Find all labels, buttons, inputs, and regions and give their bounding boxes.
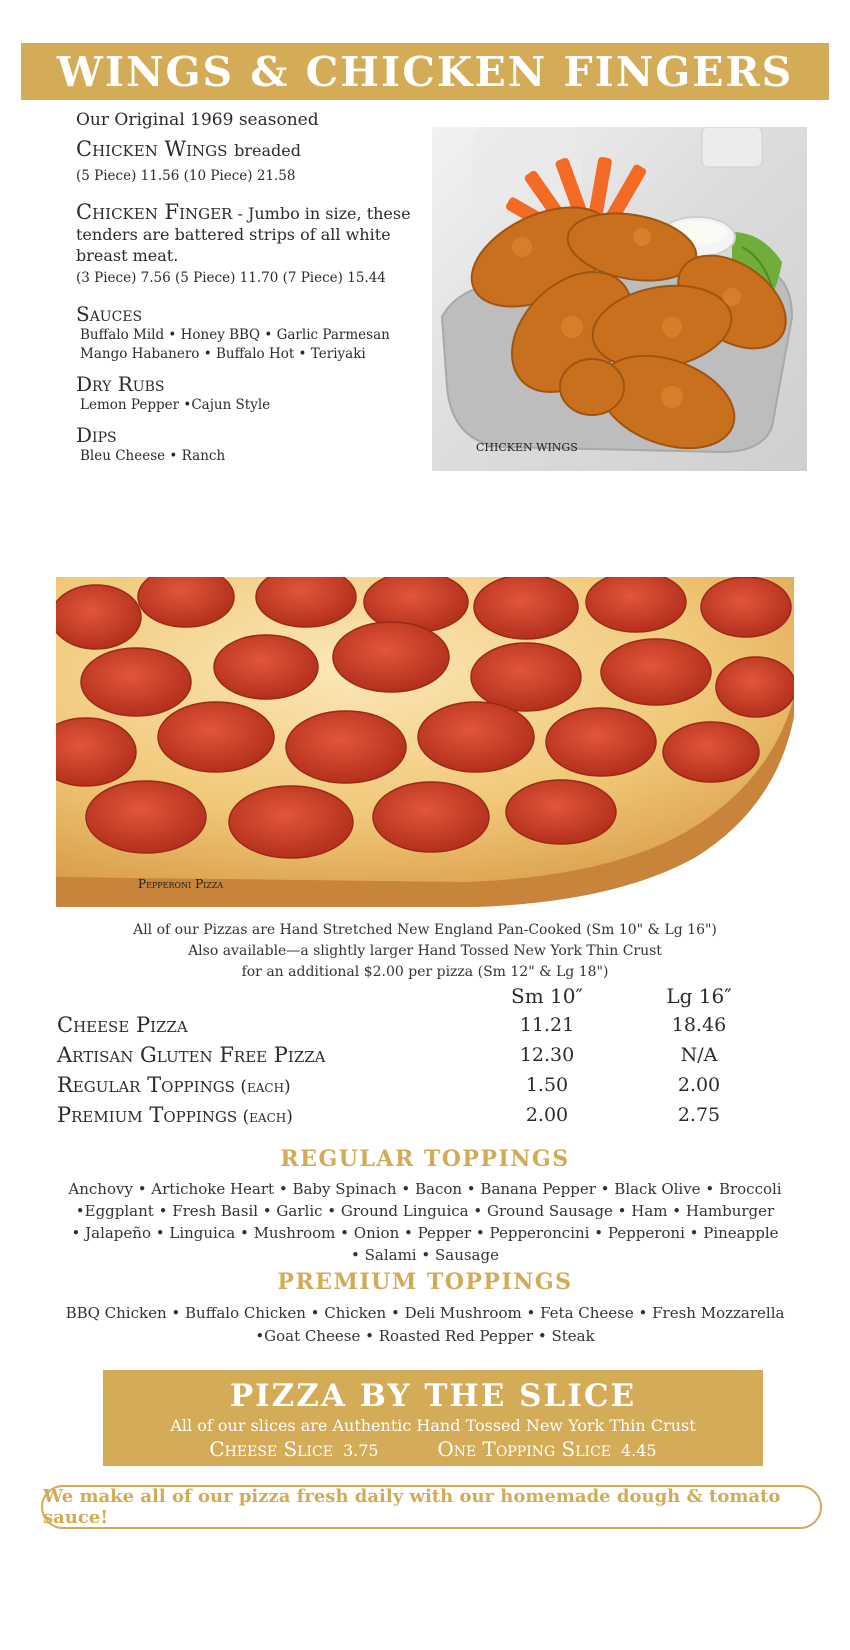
topping-slice-label: One Topping Slice — [437, 1437, 611, 1461]
row-small-price: 12.30 — [519, 1044, 575, 1066]
sauces-label: Sauces — [76, 302, 143, 326]
header-large: Lg 16″ — [666, 984, 732, 1008]
regular-toppings-line-1: Anchovy • Artichoke Heart • Baby Spinach • Bacon • Banana Pepper • Black Olive • Broccoli — [68, 1180, 782, 1198]
slice-subtitle: All of our slices are Authentic Hand Tossed New York Thin Crust — [170, 1416, 696, 1435]
chicken-wings-photo — [432, 127, 807, 471]
row-name: Cheese Pizza — [57, 1013, 188, 1037]
premium-toppings-title: PREMIUM TOPPINGS — [277, 1269, 573, 1295]
pizza-info-line-3: for an additional $2.00 per pizza (Sm 12" & Lg 18") — [241, 964, 609, 980]
dips-label: Dips — [76, 423, 117, 447]
slice-prices — [103, 1437, 763, 1461]
row-large-price: 2.75 — [677, 1104, 721, 1126]
header-small: Sm 10″ — [511, 984, 583, 1008]
table-row — [57, 1103, 757, 1133]
pizza-info-line-2: Also available—a slightly larger Hand Tossed New York Thin Crust — [188, 943, 662, 959]
chicken-wings-name: Chicken Wings — [76, 137, 228, 161]
row-small-price: 1.50 — [525, 1074, 569, 1096]
price-table-header — [57, 983, 757, 1013]
chicken-finger-desc: - Jumbo in size, these tenders are battered strips of all white breast meat. — [76, 204, 411, 265]
row-name: Artisan Gluten Free Pizza — [57, 1043, 326, 1067]
chicken-wings-suffix: breaded — [234, 141, 301, 160]
row-small-price: 2.00 — [525, 1104, 569, 1126]
sauces-line-1: Buffalo Mild • Honey BBQ • Garlic Parmesan — [80, 327, 390, 343]
sauces-line-2: Mango Habanero • Buffalo Hot • Teriyaki — [80, 346, 366, 362]
row-large-price: 18.46 — [671, 1014, 727, 1036]
premium-toppings-line-2: •Goat Cheese • Roasted Red Pepper • Steak — [255, 1327, 595, 1345]
chicken-wings-caption: CHICKEN WINGS — [476, 441, 578, 454]
fresh-daily-note — [41, 1485, 822, 1529]
table-row — [57, 1043, 757, 1073]
row-name: Premium Toppings (each) — [57, 1103, 293, 1127]
topping-slice-price: 4.45 — [620, 1441, 657, 1460]
chicken-finger-block — [76, 202, 421, 266]
premium-toppings-line-1: BBQ Chicken • Buffalo Chicken • Chicken • Deli Mushroom • Feta Cheese • Fresh Mozzarella — [65, 1304, 785, 1322]
row-large-price: 2.00 — [677, 1074, 721, 1096]
fresh-daily-text: We make all of our pizza fresh daily with our homemade dough & tomato sauce! — [43, 1486, 781, 1528]
row-name: Regular Toppings (each) — [57, 1073, 291, 1097]
dry-rubs-label: Dry Rubs — [76, 372, 165, 396]
pepperoni-pizza-caption: Pepperoni Pizza — [138, 877, 224, 891]
chicken-finger-prices: (3 Piece) 7.56 (5 Piece) 11.70 (7 Piece) 15.44 — [76, 270, 386, 286]
chicken-wings-prices: (5 Piece) 11.56 (10 Piece) 21.58 — [76, 168, 296, 184]
regular-toppings-line-4: • Salami • Sausage — [351, 1246, 499, 1264]
pepperoni-pizza-photo — [56, 577, 794, 907]
table-row — [57, 1073, 757, 1103]
chicken-finger-name: Chicken Finger — [76, 200, 233, 224]
chicken-wings-illustration — [432, 127, 807, 471]
table-row — [57, 1013, 757, 1043]
row-large-price: N/A — [680, 1044, 718, 1066]
regular-toppings-line-2: •Eggplant • Fresh Basil • Garlic • Ground Linguica • Ground Sausage • Ham • Hamburger — [75, 1202, 775, 1220]
row-small-price: 11.21 — [519, 1014, 575, 1036]
cheese-slice-price: 3.75 — [342, 1441, 379, 1460]
dry-rubs-line-1: Lemon Pepper •Cajun Style — [80, 397, 271, 413]
pizza-info-line-1: All of our Pizzas are Hand Stretched New England Pan-Cooked (Sm 10" & Lg 16") — [133, 922, 717, 938]
pizza-price-table — [57, 983, 757, 1133]
slice-title: PIZZA BY THE SLICE — [229, 1378, 637, 1414]
wings-menu — [76, 110, 421, 466]
regular-toppings-title: REGULAR TOPPINGS — [280, 1146, 570, 1172]
pizza-by-the-slice-box — [103, 1370, 763, 1466]
chicken-wings-title — [76, 136, 421, 164]
cheese-slice-label: Cheese Slice — [209, 1437, 333, 1461]
pepperoni-pizza-illustration — [56, 577, 794, 907]
regular-toppings-line-3: • Jalapeño • Linguica • Mushroom • Onion • Pepper • Pepperoncini • Pepperoni • Pineapple — [71, 1224, 779, 1242]
banner-title: WINGS & CHICKEN FINGERS — [56, 47, 794, 96]
wings-lead: Our Original 1969 seasoned — [76, 110, 319, 130]
dips-line-1: Bleu Cheese • Ranch — [80, 448, 226, 464]
section-banner-wings — [21, 43, 829, 100]
